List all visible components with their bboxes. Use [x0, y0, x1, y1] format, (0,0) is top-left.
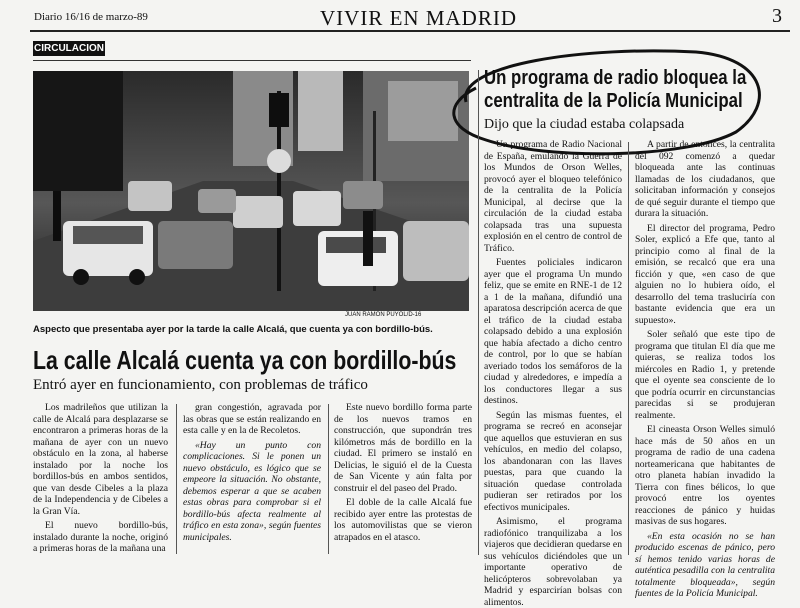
paragraph: El nuevo bordillo-bús, instalado durante la noche, originó a primeras horas de la mañana una — [33, 520, 168, 554]
column-divider — [176, 404, 177, 554]
paragraph: Un programa de Radio Nacional de España, emulando la Guerra de los Mundos de Orson Welles, provocó ayer el bloqueo telefónico de la centralita de la Policía Municipal, al decirse que la circulación de la ciudad estaba colapsada tras una supuesta explosión en el centro de control de Tráfico. — [484, 139, 622, 254]
paragraph: Los madrileños que utilizan la calle de Alcalá para desplazarse se encontraron a primeras horas de la mañana de ayer con un nuevo obstáculo en la zona, al haberse instalado por la noche los bordillos-bús en ambos sentidos, que van desde Cibeles a la plaza de la Independencia y de Cibeles a la Gran Vía. — [33, 402, 168, 517]
bus-article-subheadline: Entró ayer en funcionamiento, con problemas de tráfico — [33, 377, 368, 393]
column-divider — [328, 404, 329, 554]
paragraph: Fuentes policiales indicaron ayer que el programa Un mundo feliz, que se emite en RNE-1 de 12 a 1 de la mañana, difundió una aparatosa descripción acerca de que el tráfico de la ciudad estaba colapsado debido a una explosión que había afectado a dicho centro de control, por lo que se habían averiado todos los semáforos de la ciudad y alrededores, e impedía a los conductores llegar a sus destinos. — [484, 257, 622, 406]
paragraph: El cineasta Orson Welles simuló hace más de 50 años en un programa de radio de una cadena norteamericana que habitantes de otro planeta habían invadido la Tierra con fines bélicos, lo que provocó entre los oyentes reacciones de pánico y huidas masivas de sus hogares. — [635, 424, 775, 527]
bus-article-column-3 — [334, 402, 472, 557]
issue-date: Diario 16/16 de marzo-89 — [34, 11, 148, 23]
bus-article-headline: La calle Alcalá cuenta ya con bordillo-bús — [33, 345, 457, 375]
section-rule — [33, 60, 471, 61]
page-number: 3 — [772, 5, 782, 27]
photo-credit: JUAN RAMON PUYOL/D-16 — [345, 312, 422, 318]
traffic-photo — [33, 71, 469, 311]
paragraph: A partir de entonces, la centralita del 092 comenzó a quedar bloqueada ante las continuas llamadas de los ciudadanos, que solicitaban información y consejos de qué seguir durante el tiempo que durara la situación. — [635, 139, 775, 219]
column-divider — [628, 142, 629, 555]
header-rule — [30, 30, 790, 32]
column-divider — [478, 70, 479, 555]
section-tag: CIRCULACION — [34, 43, 104, 54]
paragraph: El director del programa, Pedro Soler, explicó a Efe que, tanto al principio como al final de la emisión, se recalcó que era una ficción y que, «en caso de que alguien no lo hubiera oído, el desarrollo del tema trasluciría con bastante evidencia que era un supuesto». — [635, 222, 775, 326]
paragraph: gran congestión, agravada por las obras que se están realizando en esta calle y en la de Recoletos. — [183, 402, 321, 436]
headline-line-1: Un programa de radio bloquea la — [484, 67, 747, 89]
radio-article-column-1 — [484, 139, 622, 608]
paragraph: El doble de la calle Alcalá fue recibido ayer entre las protestas de los automovilistas que se vieron atrapados en el atasco. — [334, 497, 472, 543]
quote-paragraph: «En esta ocasión no se han producido escenas de pánico, pero sí hemos tenido varias horas de auténtica pesadilla con la centralita totalmente bloqueada», según fuentes de la Policía Municipal. — [635, 530, 775, 599]
section-header-title: VIVIR EN MADRID — [320, 6, 517, 30]
paragraph: Según las mismas fuentes, el programa se recreó en aconsejar que aquellos que estuvieran en sus vehículos, en medio del colapso, los abandonaran con las llaves puestas, para que cuando la situación quedase controlada pudieran ser retirados por los efectivos municipales. — [484, 409, 622, 513]
radio-article-subheadline: Dijo que la ciudad estaba colapsada — [484, 117, 685, 132]
bus-article-column-1 — [33, 402, 168, 557]
paragraph: Soler señaló que este tipo de programa que titulan El día que me quieras, se realiza todos los miércoles en Radio 1, y pretende que el oyente sea consciente de lo que podría ocurrir en circunstancias parecidas si se produjeran realmente. — [635, 329, 775, 421]
paragraph: Este nuevo bordillo forma parte de los nuevos tramos en construcción, que supondrán tres kilómetros más de bordillo en la ciudad. El primero se instaló en Delicias, le siguió el de la Cuesta de San Vicente y aún falta por construir el del paseo del Prado. — [334, 402, 472, 494]
quote-paragraph: «Hay un punto con complicaciones. Si le ponen un nuevo obstáculo, es lógico que se empeore la situación. No obstante, debemos esperar a que se acaben estas obras para comprobar si el bordillo-bús afecta realmente al tráfico en esta zona», según fuentes municipales. — [183, 439, 321, 543]
bus-article-column-2 — [183, 402, 321, 557]
photo-caption: Aspecto que presentaba ayer por la tarde la calle Alcalá, que cuenta ya con bordillo-bús. — [33, 324, 433, 335]
headline-line-2: centralita de la Policía Municipal — [484, 90, 743, 112]
radio-article-column-2 — [635, 139, 775, 599]
paragraph: Asimismo, el programa radiofónico tranquilizaba a los viajeros que decidieran quedarse en sus vehículos diciéndoles que un importante operativo de helicópteros sobrevolaban ya Madrid y esparcirían bolsas con alimentos. — [484, 516, 622, 608]
